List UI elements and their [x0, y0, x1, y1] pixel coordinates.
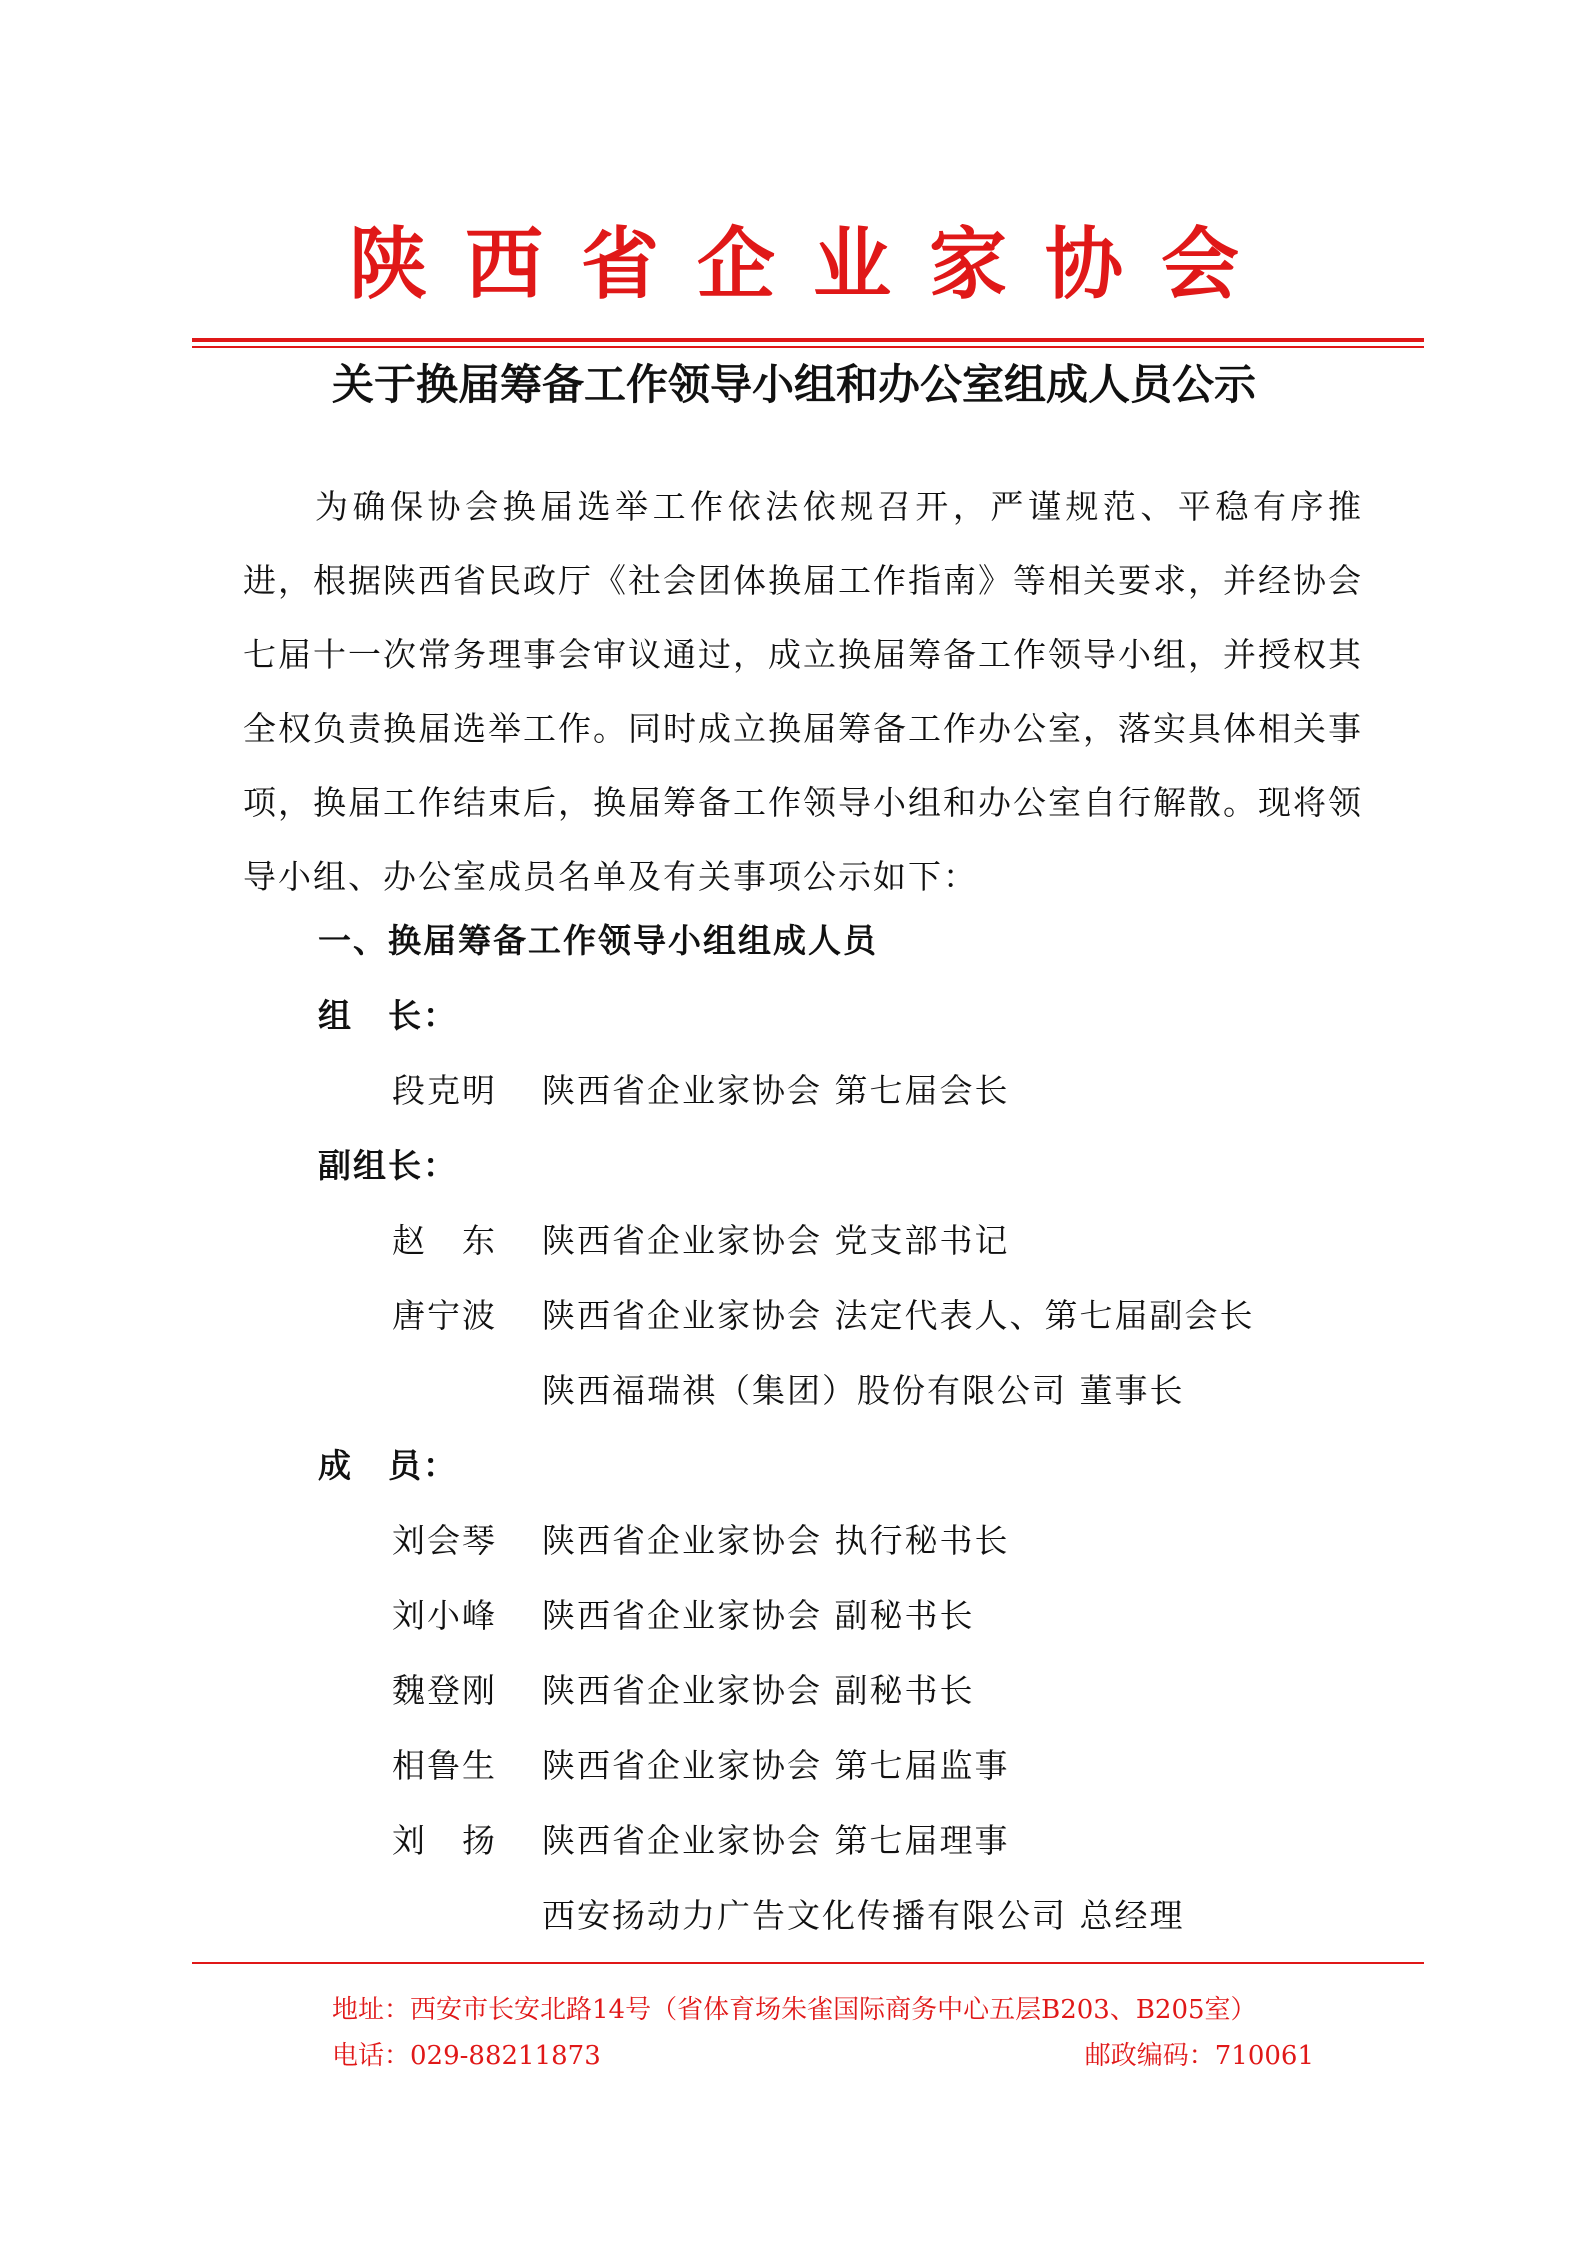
deputy-name: 唐宁波	[392, 1296, 497, 1335]
deputy-org-secondary: 陕西福瑞祺（集团）股份有限公司 董事长	[542, 1371, 1185, 1410]
member-org: 陕西省企业家协会 第七届理事	[542, 1821, 1010, 1860]
member-label: 成 员：	[318, 1446, 458, 1485]
deputy-label: 副组长：	[318, 1146, 458, 1185]
member-org-secondary: 西安扬动力广告文化传播有限公司 总经理	[542, 1896, 1185, 1935]
section-heading-1: 一、换届筹备工作领导小组组成人员	[318, 921, 878, 960]
deputy-org: 陕西省企业家协会 党支部书记	[542, 1221, 1010, 1260]
document-title: 关于换届筹备工作领导小组和办公室组成人员公示	[331, 360, 1256, 409]
member-name: 魏登刚	[392, 1671, 497, 1710]
member-name: 刘小峰	[392, 1596, 497, 1635]
member-name: 刘会琴	[392, 1521, 497, 1560]
org-name-header: 陕西省企业家协会	[348, 219, 1277, 310]
header-rule-thin	[192, 346, 1424, 348]
header-rule-thick	[192, 338, 1424, 342]
intro-paragraph: 为确保协会换届选举工作依法依规召开，严谨规范、平稳有序推进，根据陕西省民政厅《社会团体换届工作指南》等相关要求，并经协会七届十一次常务理事会审议通过，成立换届筹备工作领导小组，并授权其全权负责换届选举工作。同时成立换届筹备工作办公室，落实具体相关事项，换届工作结束后，换届筹备工作领导小组和办公室自行解散。现将领导小组、办公室成员名单及有关事项公示如下：	[243, 487, 1363, 896]
footer-address: 地址：西安市长安北路14号（省体育场朱雀国际商务中心五层B203、B205室）	[332, 1995, 1257, 2025]
leader-org: 陕西省企业家协会 第七届会长	[542, 1071, 1010, 1110]
leader-name: 段克明	[392, 1071, 497, 1110]
member-org: 陕西省企业家协会 执行秘书长	[542, 1521, 1010, 1560]
member-name: 相鲁生	[392, 1746, 497, 1785]
footer-phone: 电话：029-88211873	[332, 2041, 601, 2071]
deputy-org: 陕西省企业家协会 法定代表人、第七届副会长	[542, 1296, 1255, 1335]
member-org: 陕西省企业家协会 副秘书长	[542, 1596, 975, 1635]
footer-rule	[192, 1962, 1424, 1964]
member-org: 陕西省企业家协会 第七届监事	[542, 1746, 1010, 1785]
member-org: 陕西省企业家协会 副秘书长	[542, 1671, 975, 1710]
footer-postcode: 邮政编码：710061	[1084, 2041, 1314, 2071]
leader-label: 组 长：	[318, 996, 458, 1035]
member-name: 刘 扬	[392, 1821, 497, 1860]
deputy-name: 赵 东	[392, 1221, 497, 1260]
